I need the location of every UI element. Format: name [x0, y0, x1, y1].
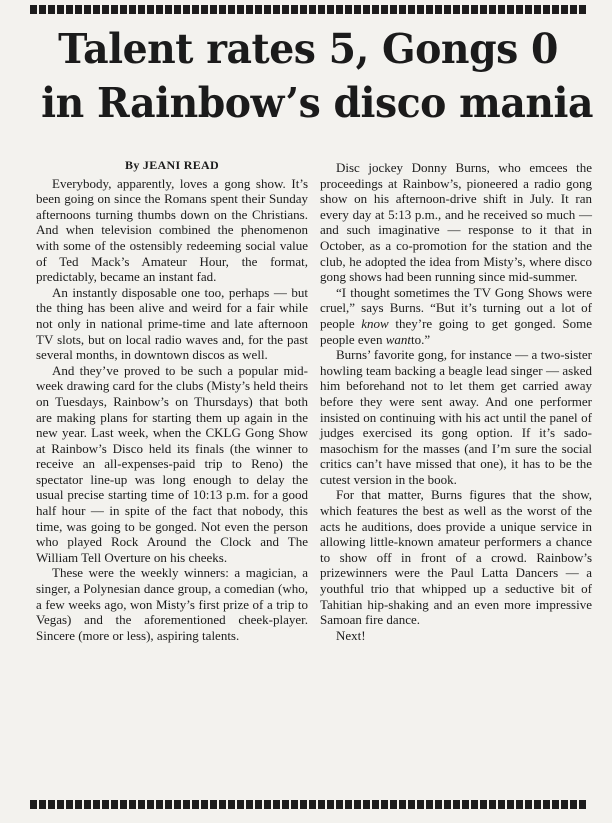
headline-line-1: Talent rates 5, Gongs 0: [58, 25, 558, 73]
byline: By JEANI READ: [125, 158, 219, 172]
bottom-dotted-rule: [30, 800, 586, 809]
paragraph: An instantly disposable one too, perhaps — but the thing has been alive and weird for a fair while not only in national prime-time and late afternoon TV slots, but on local radio waves and, for the past several months, in downtown discos as well.: [36, 284, 308, 363]
top-dotted-rule: [30, 5, 586, 14]
quote-text: “I thought sometimes the TV Gong Shows were cruel,” says Burns. “But it’s turning out a lot of people: [320, 284, 592, 331]
paragraph: For that matter, Burns figures that the show, which features the best as well as the worst of the acts he auditions, does provide a unique service in allowing little-known amateur performers a chance to show off in front of a crowd. Rainbow’s prizewinners were the Paul Latta Dancers — a youthful trio that whipped up a seductive bit of Tahitian hip-shaking and an even more impressive Samoan fire dance.: [320, 487, 592, 628]
headline-line-2: in Rainbow’s disco mania: [41, 79, 593, 127]
quote-paragraph: [320, 285, 592, 347]
paragraph: And they’ve proved to be such a popular mid-week drawing card for the clubs (Misty’s held theirs on Tuesdays, Rainbow’s on Thursdays) that both are making plans for starting them up again in the new year. Last week, when the CKLG Gong Show at Rainbow’s Disco held its finals (the winner to receive an all-expenses-paid trip to Reno) the spectator line-up was long enough to delay the usual precise starting time of 10:13 p.m. for a good half hour — in spite of the fact that nobody, this time, was going to be gonged. Not even the person who played Rock Around the Clock and The William Tell Overture on his cheeks.: [36, 362, 308, 565]
quote-text: to.”: [411, 331, 431, 347]
paragraph: Everybody, apparently, loves a gong show. It’s been going on since the Romans spent their Sunday afternoons turning thumbs down on the Christians. And when television combined the phenomenon with some of the ostensibly redeeming social value of Ted Mack’s Amateur Hour, the format, predictably, became an instant fad.: [36, 175, 308, 285]
paragraph: These were the weekly winners: a magician, a singer, a Polynesian dance group, a comedian (who, a few weeks ago, won Misty’s first prize of a trip to Vegas) and the aforementioned cheek-player. Sincere (more or less), aspiring talents.: [36, 565, 308, 643]
right-column: [320, 160, 592, 643]
emphasis-text: know: [361, 315, 389, 331]
left-column: [36, 158, 308, 643]
emphasis-text: want: [385, 331, 411, 347]
headline: [41, 22, 593, 130]
paragraph: Disc jockey Donny Burns, who emcees the proceedings at Rainbow’s, pioneered a radio gong show on his afternoon-drive shift in July. It ran every day at 5:13 p.m., and he received so much — and such imaginative — response to it that in October, as a co-promotion for the station and the club, he adopted the idea from Misty’s, where disco gong shows had been running since mid-summer.: [320, 160, 592, 285]
quote-text: they’re going to get gonged. Some people even: [320, 315, 592, 347]
paragraph: Burns’ favorite gong, for instance — a two-sister howling team backing a beagle lead singer — asked him beforehand not to let them get carried away before they were sent away. And one performer insisted on continuing with his act until the panel of judges exercised its gong option. If it’s sado-masochism for the masses (and I’m sure the social critics can’t have missed that one), it has to be the cutest version in the book.: [320, 347, 592, 487]
closing-line: Next!: [336, 627, 366, 643]
